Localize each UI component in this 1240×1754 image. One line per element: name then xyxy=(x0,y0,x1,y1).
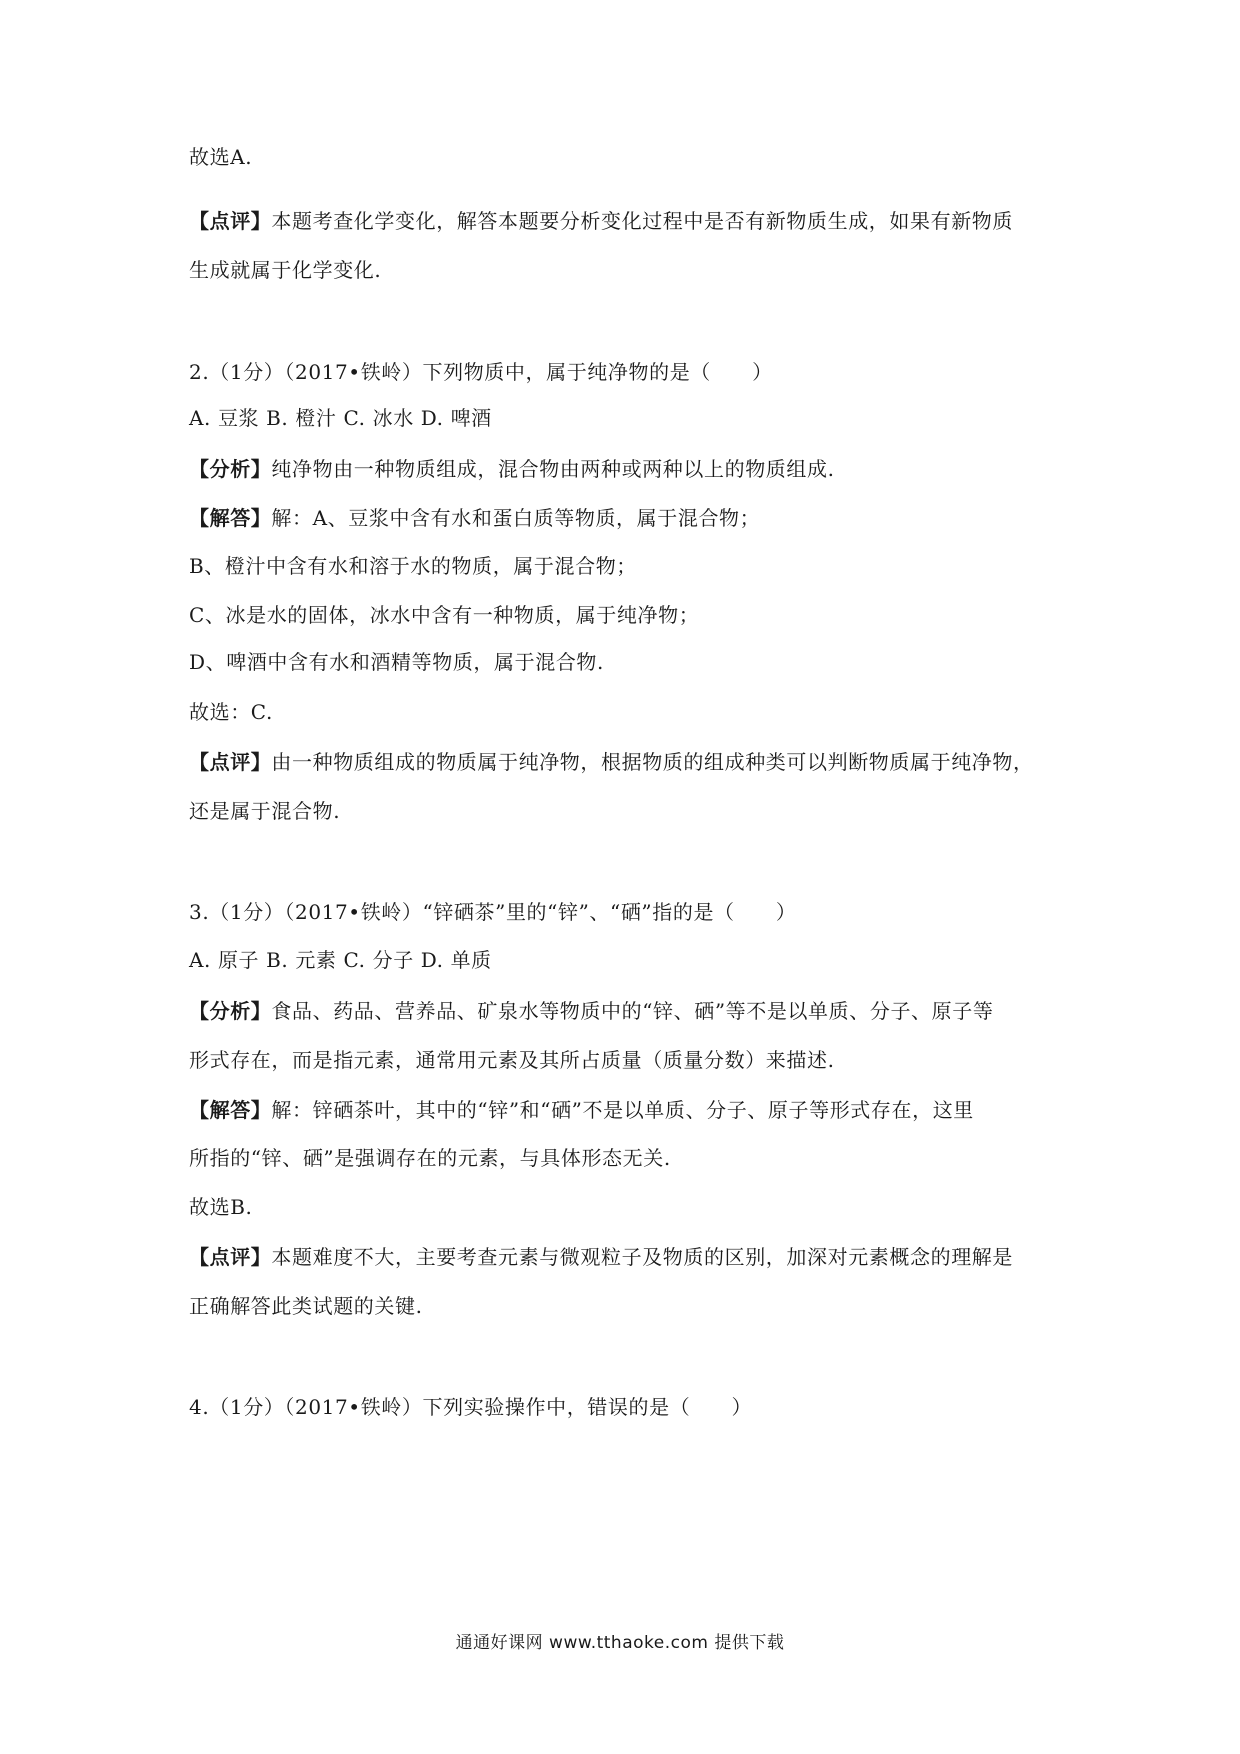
line-text: 纯净物由一种物质组成，混合物由两种或两种以上的物质组成. xyxy=(271,457,835,481)
text-line xyxy=(189,1292,423,1320)
section-tag: 【分析】 xyxy=(189,999,272,1023)
line-text: 解：锌硒茶叶，其中的“锌”和“硒”不是以单质、分子、原子等形式存在，这里 xyxy=(271,1098,974,1122)
line-text: 由一种物质组成的物质属于纯净物，根据物质的组成种类可以判断物质属于纯净物， xyxy=(271,750,1034,774)
text-line xyxy=(189,143,252,171)
section-tag: 【点评】 xyxy=(189,1245,272,1269)
line-text: B、橙汁中含有水和溶于水的物质，属于混合物； xyxy=(189,554,637,578)
text-line xyxy=(189,898,796,926)
text-line xyxy=(189,601,699,629)
line-text: 故选A. xyxy=(189,145,253,169)
line-text: 食品、药品、营养品、矿泉水等物质中的“锌、硒”等不是以单质、分子、原子等 xyxy=(271,999,994,1023)
line-text: C、冰是水的固体，冰水中含有一种物质，属于纯净物； xyxy=(189,603,700,627)
line-text: 解：A、豆浆中含有水和蛋白质等物质，属于混合物； xyxy=(271,506,761,530)
text-line xyxy=(189,1393,752,1421)
text-line xyxy=(189,504,760,532)
line-text: 4.（1分）（2017•铁岭）下列实验操作中，错误的是（ ） xyxy=(189,1395,753,1419)
text-line xyxy=(189,997,993,1025)
text-line xyxy=(189,1046,835,1074)
section-tag: 【点评】 xyxy=(189,209,272,233)
line-text: A. 豆浆 B. 橙汁 C. 冰水 D. 啤酒 xyxy=(189,406,492,430)
line-text: A. 原子 B. 元素 C. 分子 D. 单质 xyxy=(189,948,492,972)
line-text: 形式存在，而是指元素，通常用元素及其所占质量（质量分数）来描述. xyxy=(189,1048,835,1072)
text-line xyxy=(189,1144,671,1172)
text-line xyxy=(189,207,1013,235)
section-tag: 【解答】 xyxy=(189,1098,272,1122)
section-tag: 【点评】 xyxy=(189,750,272,774)
text-line xyxy=(189,455,835,483)
section-tag: 【分析】 xyxy=(189,457,272,481)
text-line xyxy=(189,797,340,825)
text-line xyxy=(189,256,381,284)
text-line xyxy=(189,358,773,386)
line-text: 故选：C. xyxy=(189,700,273,724)
text-line xyxy=(189,404,492,432)
text-line xyxy=(189,946,492,974)
line-text: 3.（1分）（2017•铁岭）“锌硒茶”里的“锌”、“硒”指的是（ ） xyxy=(189,900,797,924)
section-tag: 【解答】 xyxy=(189,506,272,530)
text-line xyxy=(189,1193,252,1221)
line-text: D、啤酒中含有水和酒精等物质，属于混合物. xyxy=(189,650,604,674)
text-line xyxy=(189,552,637,580)
text-line xyxy=(189,1243,1013,1271)
line-text: 本题难度不大，主要考查元素与微观粒子及物质的区别，加深对元素概念的理解是 xyxy=(271,1245,1014,1269)
text-line xyxy=(189,1096,974,1124)
text-line xyxy=(189,698,273,726)
line-text: 本题考查化学变化，解答本题要分析变化过程中是否有新物质生成，如果有新物质 xyxy=(271,209,1014,233)
page-footer: 通通好课网 www.tthaoke.com 提供下载 xyxy=(455,1633,785,1653)
line-text: 正确解答此类试题的关键. xyxy=(189,1294,423,1318)
line-text: 故选B. xyxy=(189,1195,253,1219)
line-text: 还是属于混合物. xyxy=(189,799,341,823)
line-text: 所指的“锌、硒”是强调存在的元素，与具体形态无关. xyxy=(189,1146,671,1170)
line-text: 生成就属于化学变化. xyxy=(189,258,382,282)
text-line xyxy=(189,748,1034,776)
text-line xyxy=(189,648,604,676)
line-text: 2.（1分）（2017•铁岭）下列物质中，属于纯净物的是（ ） xyxy=(189,360,773,384)
